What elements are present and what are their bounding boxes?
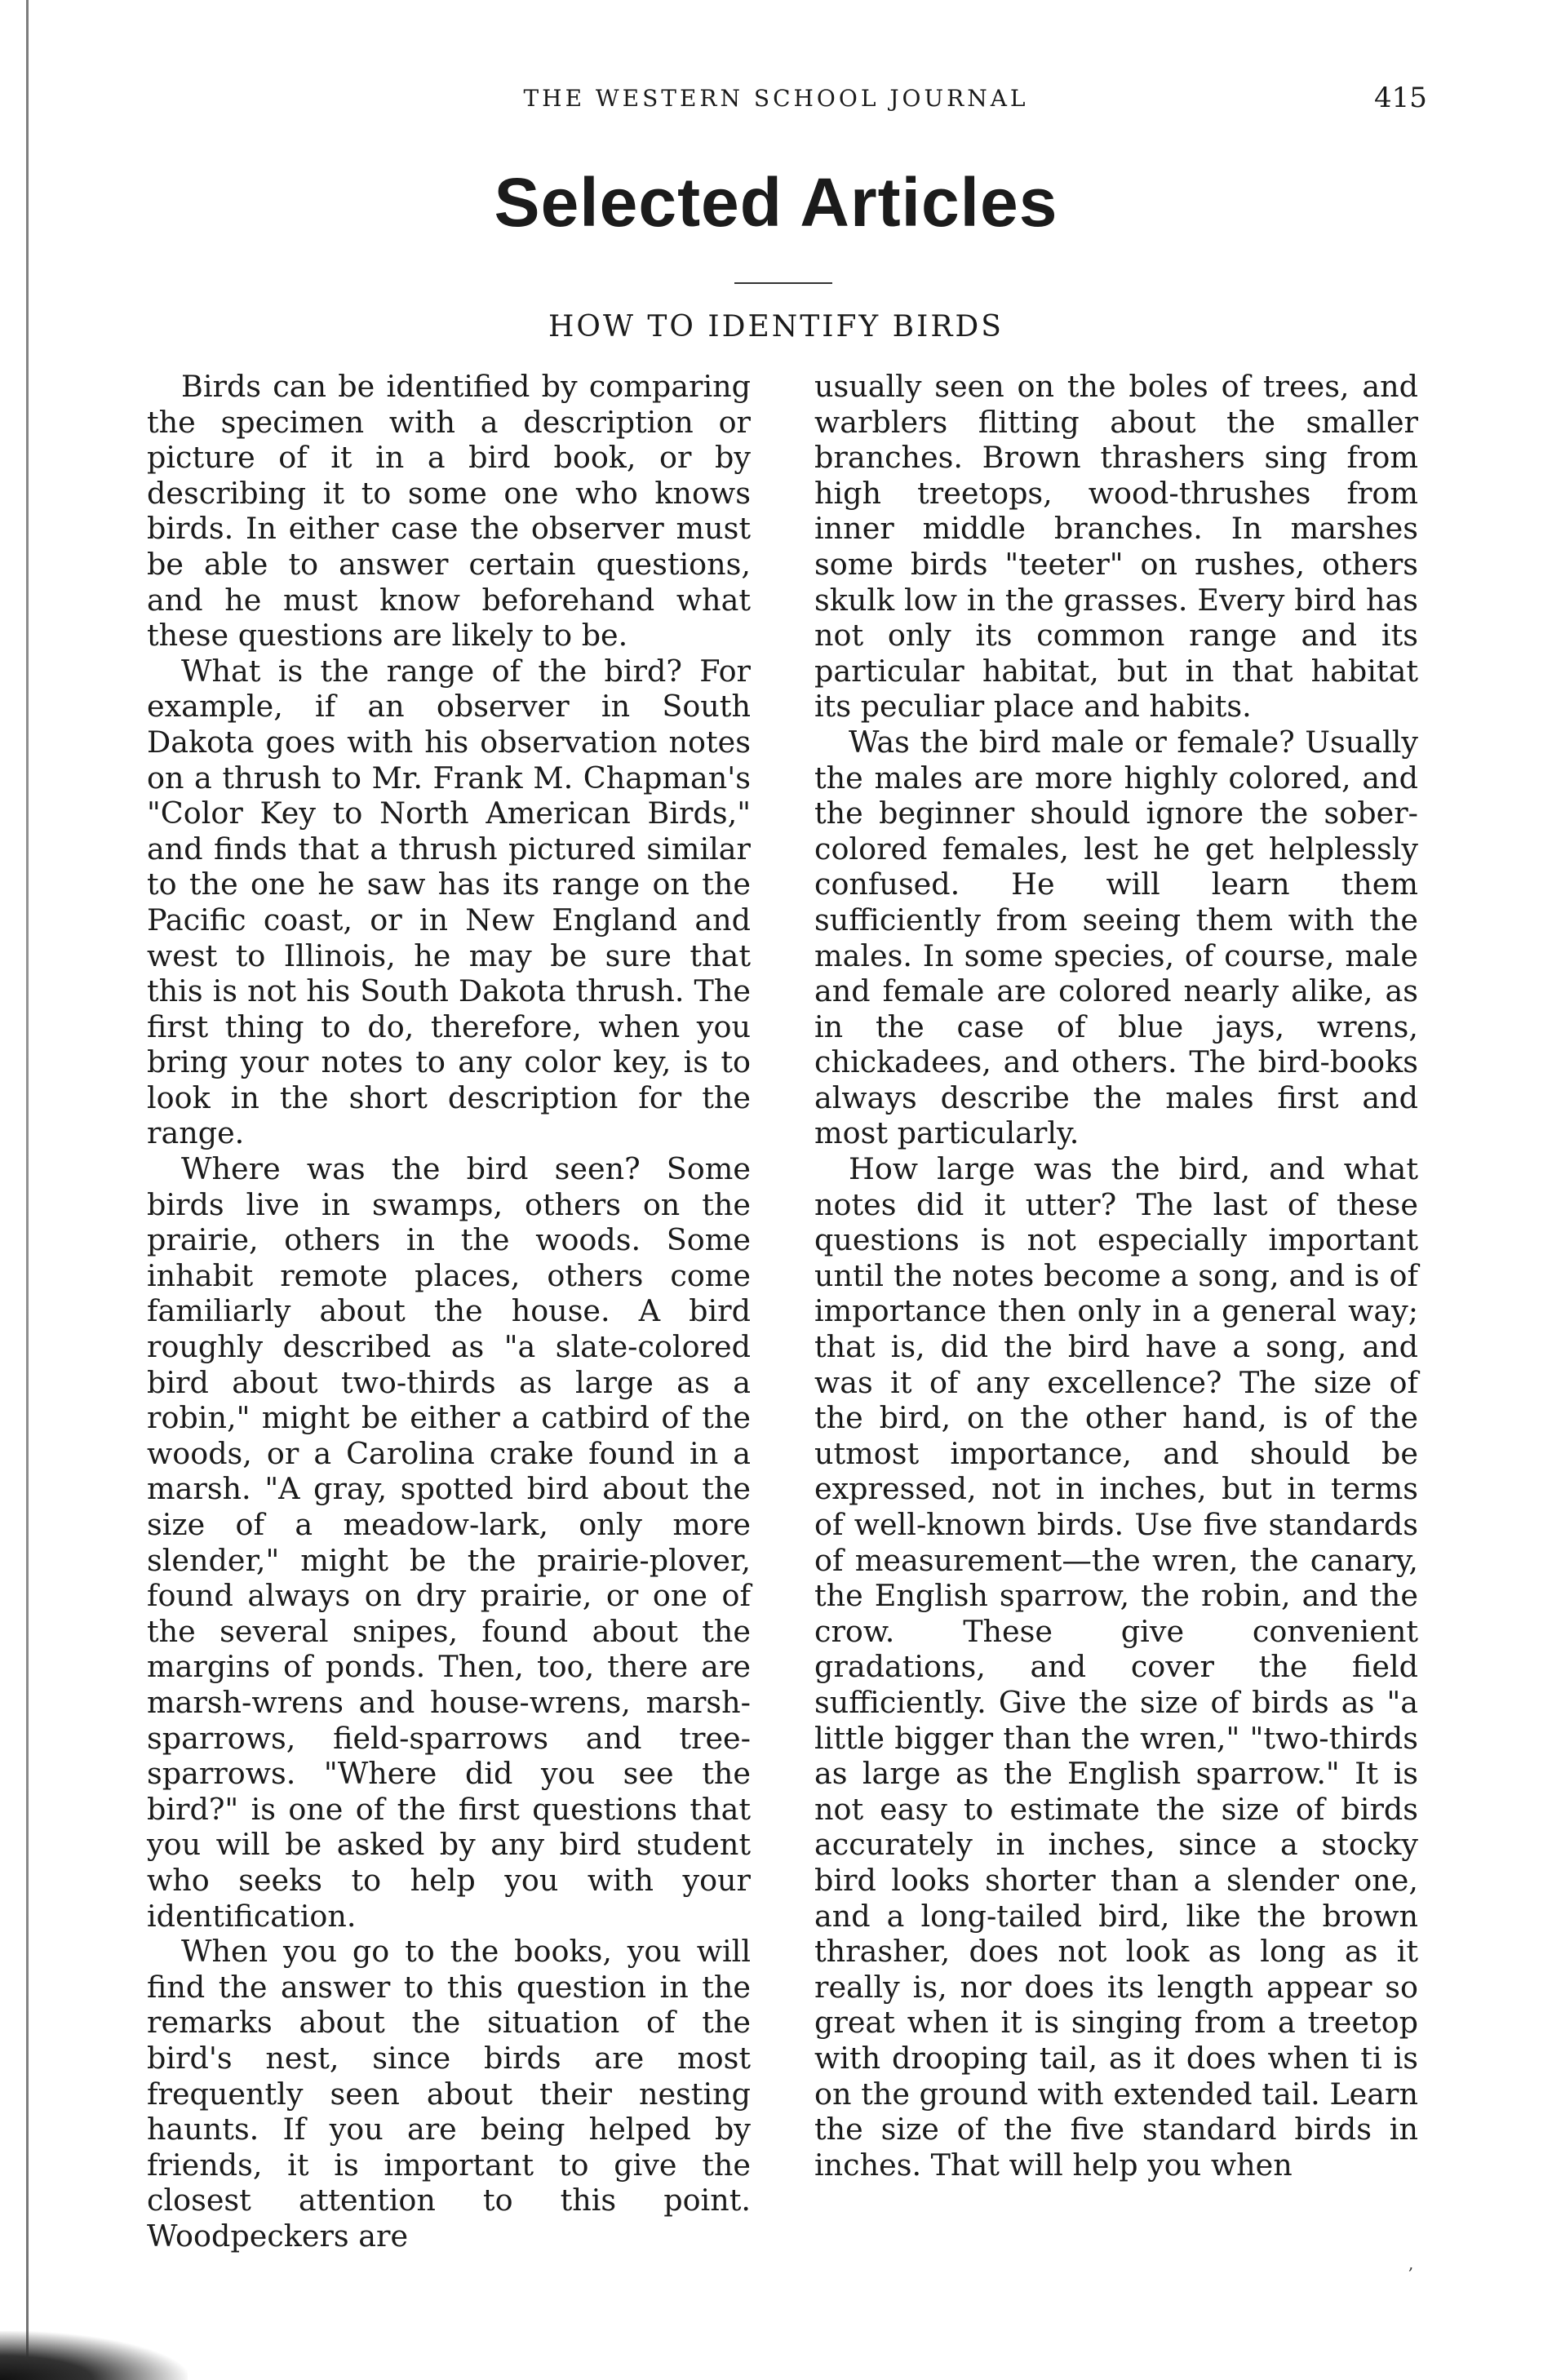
paragraph-continued: usually seen on the boles of trees, and warblers flitting about the smaller branches. Brown thrashers sing from high treetops, wood-thrushes from inner middle branches. In marshes some birds "teeter" on rushes, others skulk low in the grasses. Every bird has not only its common range and its particular habitat, but in that habitat its peculiar place and habits.	[814, 369, 1418, 725]
running-head: THE WESTERN SCHOOL JOURNAL	[523, 85, 1029, 112]
section-title: Selected Articles	[494, 164, 1058, 241]
paragraph: When you go to the books, you will find the answer to this question in the remarks about the situation of the bird's nest, since birds are most frequently seen about their nesting haunts. If you are being helped by friends, it is important to give the closest attention to this point. Woodpeckers are	[147, 1934, 751, 2254]
left-column	[147, 369, 751, 2254]
right-column	[814, 369, 1418, 2183]
paragraph: Was the bird male or female? Usually the males are more highly colored, and the beginner should ignore the sober-colored females, lest he get helplessly confused. He will learn them sufficiently from seeing them with the males. In some species, of course, male and female are colored nearly alike, as in the case of blue jays, wrens, chickadees, and others. The bird-books always describe the males first and most particularly.	[814, 724, 1418, 1151]
scan-mark: ,	[1408, 2254, 1414, 2273]
paragraph: How large was the bird, and what notes did it utter? The last of these questions is not especially important until the notes become a song, and is of importance then only in a general way; that is, did the bird have a song, and was it of any excellence? The size of the bird, on the other hand, is of the utmost importance, and should be expressed, not in inches, but in terms of well-known birds. Use five standards of measurement—the wren, the canary, the English sparrow, the robin, and the crow. These give convenient gradations, and cover the field sufficiently. Give the size of birds as "a little bigger than the wren," "two-thirds as large as the English sparrow." It is not easy to estimate the size of birds accurately in inches, since a stocky bird looks shorter than a slender one, and a long-tailed bird, like the brown thrasher, does not look as long as it really is, nor does its length appear so great when it is singing from a treetop with drooping tail, as it does when ti is on the ground with extended tail. Learn the size of the five standard birds in inches. That will help you when	[814, 1151, 1418, 2183]
paragraph: What is the range of the bird? For example, if an observer in South Dakota goes with his observation notes on a thrush to Mr. Frank M. Chapman's "Color Key to North American Birds," and finds that a thrush pictured similar to the one he saw has its range on the Pacific coast, or in New England and west to Illinois, he may be sure that this is not his South Dakota thrush. The first thing to do, therefore, when you bring your notes to any color key, is to look in the short description for the range.	[147, 653, 751, 1151]
page-number: 415	[1374, 82, 1427, 114]
paragraph: Where was the bird seen? Some birds live in swamps, others on the prairie, others in the woods. Some inhabit remote places, others come familiarly about the house. A bird roughly described as "a slate-colored bird about two-thirds as large as a robin," might be either a catbird of the woods, or a Carolina crake found in a marsh. "A gray, spotted bird about the size of a meadow-lark, only more slender," might be the prairie-plover, found always on dry prairie, or one of the several snipes, found about the margins of ponds. Then, too, there are marsh-wrens and house-wrens, marsh-sparrows, field-sparrows and tree-sparrows. "Where did you see the bird?" is one of the first questions that you will be asked by any bird student who seeks to help you with your identification.	[147, 1151, 751, 1934]
title-divider	[734, 282, 832, 284]
paragraph: Birds can be identified by comparing the specimen with a description or picture of it in a bird book, or by describing it to some one who knows birds. In either case the observer must be able to answer certain questions, and he must know beforehand what these questions are likely to be.	[147, 369, 751, 654]
article-title: HOW TO IDENTIFY BIRDS	[548, 310, 1004, 343]
